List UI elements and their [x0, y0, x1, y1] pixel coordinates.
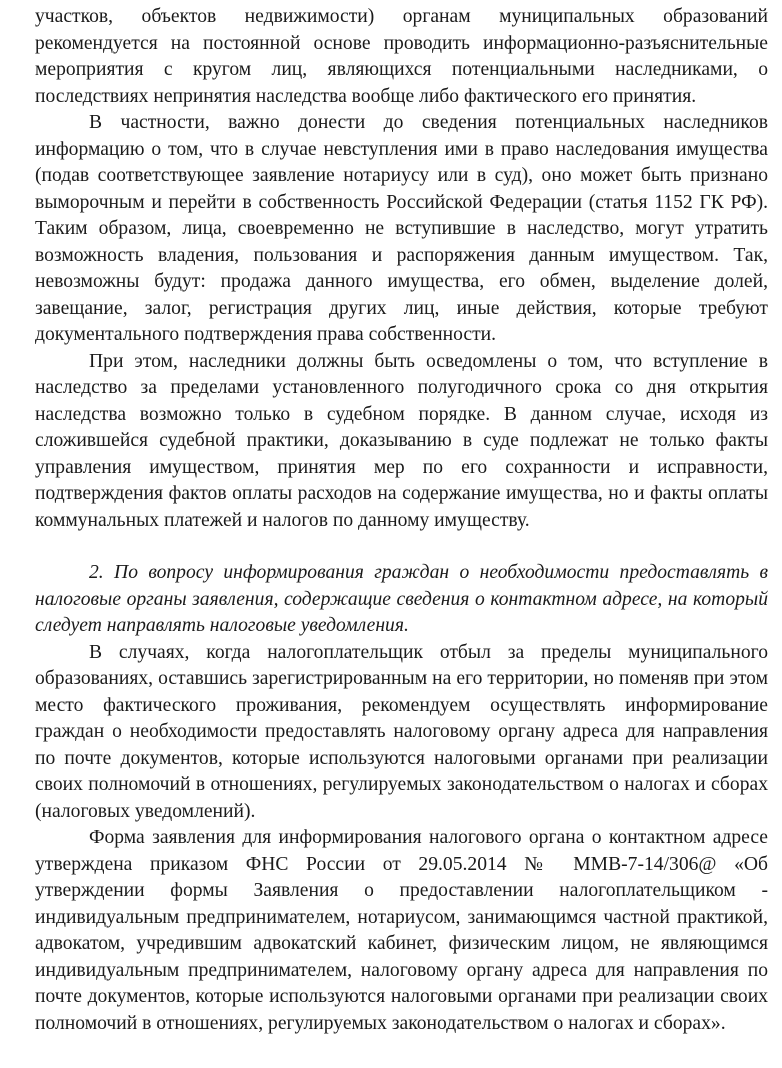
paragraph-form-order: Форма заявления для информирования налогового органа о контактном адресе утверждена приказом ФНС России от 29.05.2014 № ММВ-7-14/306@ «Об утверждении формы Заявления о предоставлении налогоплательщиком - индивидуальным предпринимателем, нотариусом, занимающимся частной практикой, адвокатом, учредившим адвокатский кабинет, физическим лицом, не являющимся индивидуальным предпринимателем, налоговому органу адреса для направления по почте документов, которые используются налоговыми органами при реализации своих полномочий в отношениях, регулируемых законодательством о налогах и сборах».	[35, 827, 768, 1034]
section-heading-2: 2. По вопросу информирования граждан о необходимости предоставлять в налоговые органы заявления, содержащие сведения о контактном адресе, на который следует направлять налоговые уведомления.	[35, 562, 768, 636]
section-spacer	[35, 534, 768, 560]
paragraph-continuation: участков, объектов недвижимости) органам муниципальных образований рекомендуется на постоянной основе проводить информационно-разъяснительные мероприятия с кругом лиц, являющихся потенциальными наследниками, о последствиях непринятия наследства вообще либо фактического его принятия.	[35, 6, 768, 107]
paragraph-heirs-information: В частности, важно донести до сведения потенциальных наследников информацию о том, что в случае невступления ими в право наследования имущества (подав соответствующее заявление нотариусу или в суд), оно может быть признано выморочным и перейти в собственность Российской Федерации (статья 1152 ГК РФ). Таким образом, лица, своевременно не вступившие в наследство, могут утратить возможность владения, пользования и распоряжения данным имуществом. Так, невозможны будут: продажа данного имущества, его обмен, выделение долей, завещание, залог, регистрация других лиц, иные действия, которые требуют документального подтверждения права собственности.	[35, 112, 768, 345]
paragraph-taxpayer-address: В случаях, когда налогоплательщик отбыл за пределы муниципального образованиях, оставшись зарегистрированным на его территории, но поменяв при этом место фактического проживания, рекомендуем осуществлять информирование граждан о необходимости предоставлять налоговому органу адреса для направления по почте документов, которые используются налоговыми органами при реализации своих полномочий в отношениях, регулируемых законодательством о налогах и сборах (налоговых уведомлений).	[35, 641, 768, 822]
paragraph-court-procedure: При этом, наследники должны быть осведомлены о том, что вступление в наследство за пределами установленного полугодичного срока со дня открытия наследства возможно только в судебном порядке. В данном случае, исходя из сложившейся судебной практики, доказыванию в суде подлежат не только факты управления имуществом, принятия мер по его сохранности и исправности, подтверждения фактов оплаты расходов на содержание имущества, но и факты оплаты коммунальных платежей и налогов по данному имуществу.	[35, 350, 768, 531]
